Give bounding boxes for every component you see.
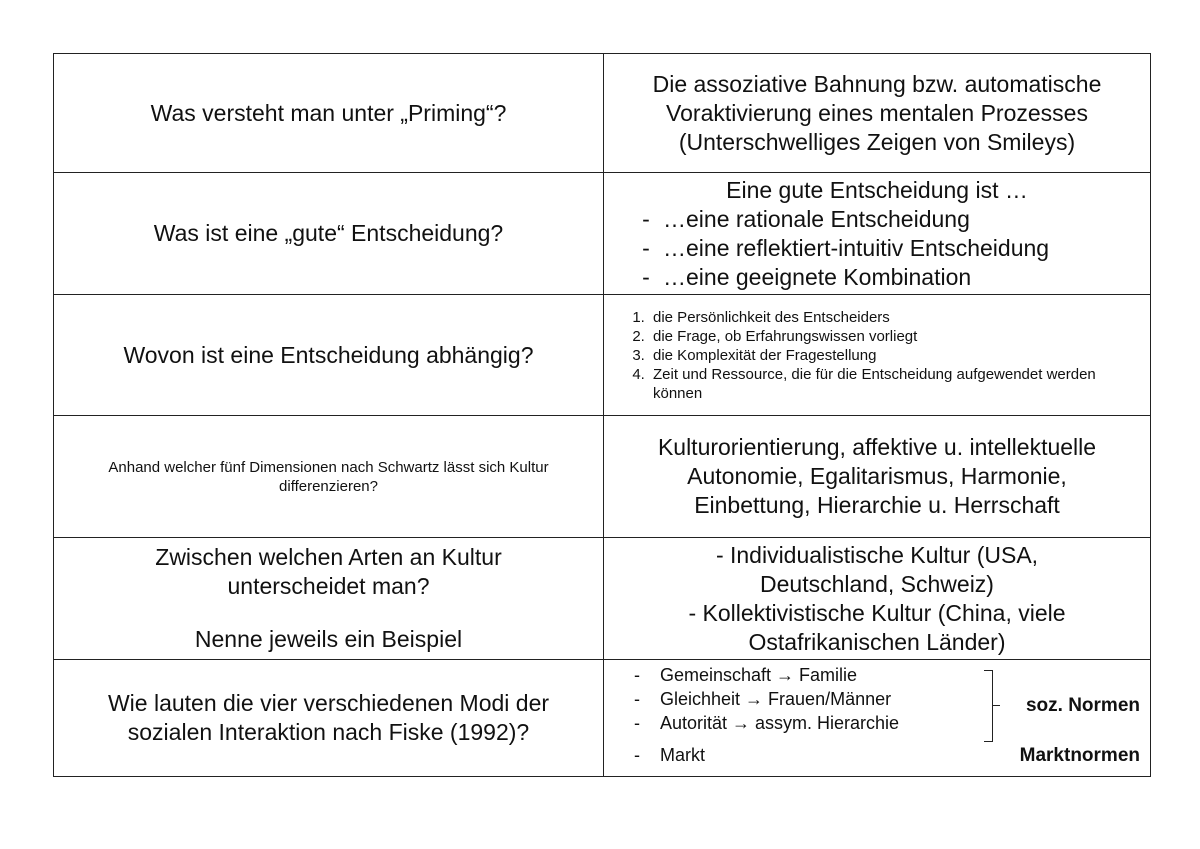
question-cell [54,173,604,295]
bullet-dash: - [634,713,640,733]
group-label-market-norms: Marktnormen [1019,745,1140,766]
question-line: Wie lauten die vier verschiedenen Modi der [107,690,550,716]
grouping-bracket-tick [992,705,1000,706]
bullet-dash: - [642,234,650,261]
bullet-dash: - [634,665,640,685]
question-cell [54,416,604,538]
answer-item: - Gemeinschaft → Familie [634,665,858,685]
answer-item: - Gleichheit → Frauen/Männer [634,689,892,709]
fiske-modes-list [604,660,1150,776]
question-cell [54,295,604,416]
answer-line: Voraktivierung eines mentalen Prozesses [666,99,1088,126]
flashcard-sheet [53,53,1148,777]
question-cell [54,538,604,660]
answer-line: - Individualistische Kultur (USA, [715,541,1039,568]
question-line: Nenne jeweils ein Beispiel [194,626,463,652]
answer-item: - …eine geeignete Kombination [604,263,1150,292]
answer-cell [604,173,1151,295]
card-row [54,416,1151,538]
bullet-dash: - [634,689,640,709]
question-text: Was versteht man unter „Priming“? [150,99,507,126]
flashcard-table [53,53,1151,777]
question-line: sozialen Interaktion nach Fiske (1992)? [127,719,530,745]
question-line: Zwischen welchen Arten an Kultur [155,544,502,570]
answer-line: Einbettung, Hierarchie u. Herrschaft [694,492,1060,518]
group-label-social-norms: soz. Normen [1025,695,1140,716]
question-cell [54,54,604,173]
list-item: 4. Zeit und Ressource, die für die Entscheidung aufgewendet werden können [649,365,1138,403]
bullet-dash: - [634,745,640,765]
bullet-dash: - [642,205,650,232]
list-item: 2. die Frage, ob Erfahrungswissen vorliegt [649,327,1138,346]
answer-item: - …eine reflektiert-intuitiv Entscheidung [604,234,1150,263]
question-text: Wovon ist eine Entscheidung abhängig? [123,341,534,368]
answer-line: Die assoziative Bahnung bzw. automatische [652,70,1102,97]
list-item: 3. die Komplexität der Fragestellung [649,346,1138,365]
grouping-bracket [984,670,993,742]
card-row [54,54,1151,173]
answer-item: - Markt [634,745,705,765]
answer-numbered-list [604,308,1150,403]
question-line: unterscheidet man? [227,573,430,599]
answer-line: (Unterschwelliges Zeigen von Smileys) [678,128,1076,155]
answer-item: - …eine rationale Entscheidung [604,205,1150,234]
question-text: Was ist eine „gute“ Entscheidung? [153,220,504,246]
list-item: 1. die Persönlichkeit des Entscheiders [649,308,1138,327]
answer-cell [604,538,1151,660]
answer-cell [604,295,1151,416]
answer-line: Ostafrikanischen Länder) [748,628,1006,655]
answer-line: Autonomie, Egalitarismus, Harmonie, [687,463,1067,489]
answer-cell [604,54,1151,173]
card-row [54,295,1151,416]
answer-line: Kulturorientierung, affektive u. intellektuelle [657,434,1097,460]
card-row [54,660,1151,777]
card-row [54,538,1151,660]
question-cell [54,660,604,777]
bullet-dash: - [642,263,650,290]
answer-heading: Eine gute Entscheidung ist … [726,176,1028,203]
answer-item: - Autorität → assym. Hierarchie [634,713,900,733]
answer-line: - Kollektivistische Kultur (China, viele [688,599,1066,626]
answer-cell [604,660,1151,777]
answer-cell [604,416,1151,538]
question-text: Anhand welcher fünf Dimensionen nach Schwartz lässt sich Kultur differenzieren? [108,458,549,495]
card-row [54,173,1151,295]
answer-line: Deutschland, Schweiz) [760,570,994,597]
